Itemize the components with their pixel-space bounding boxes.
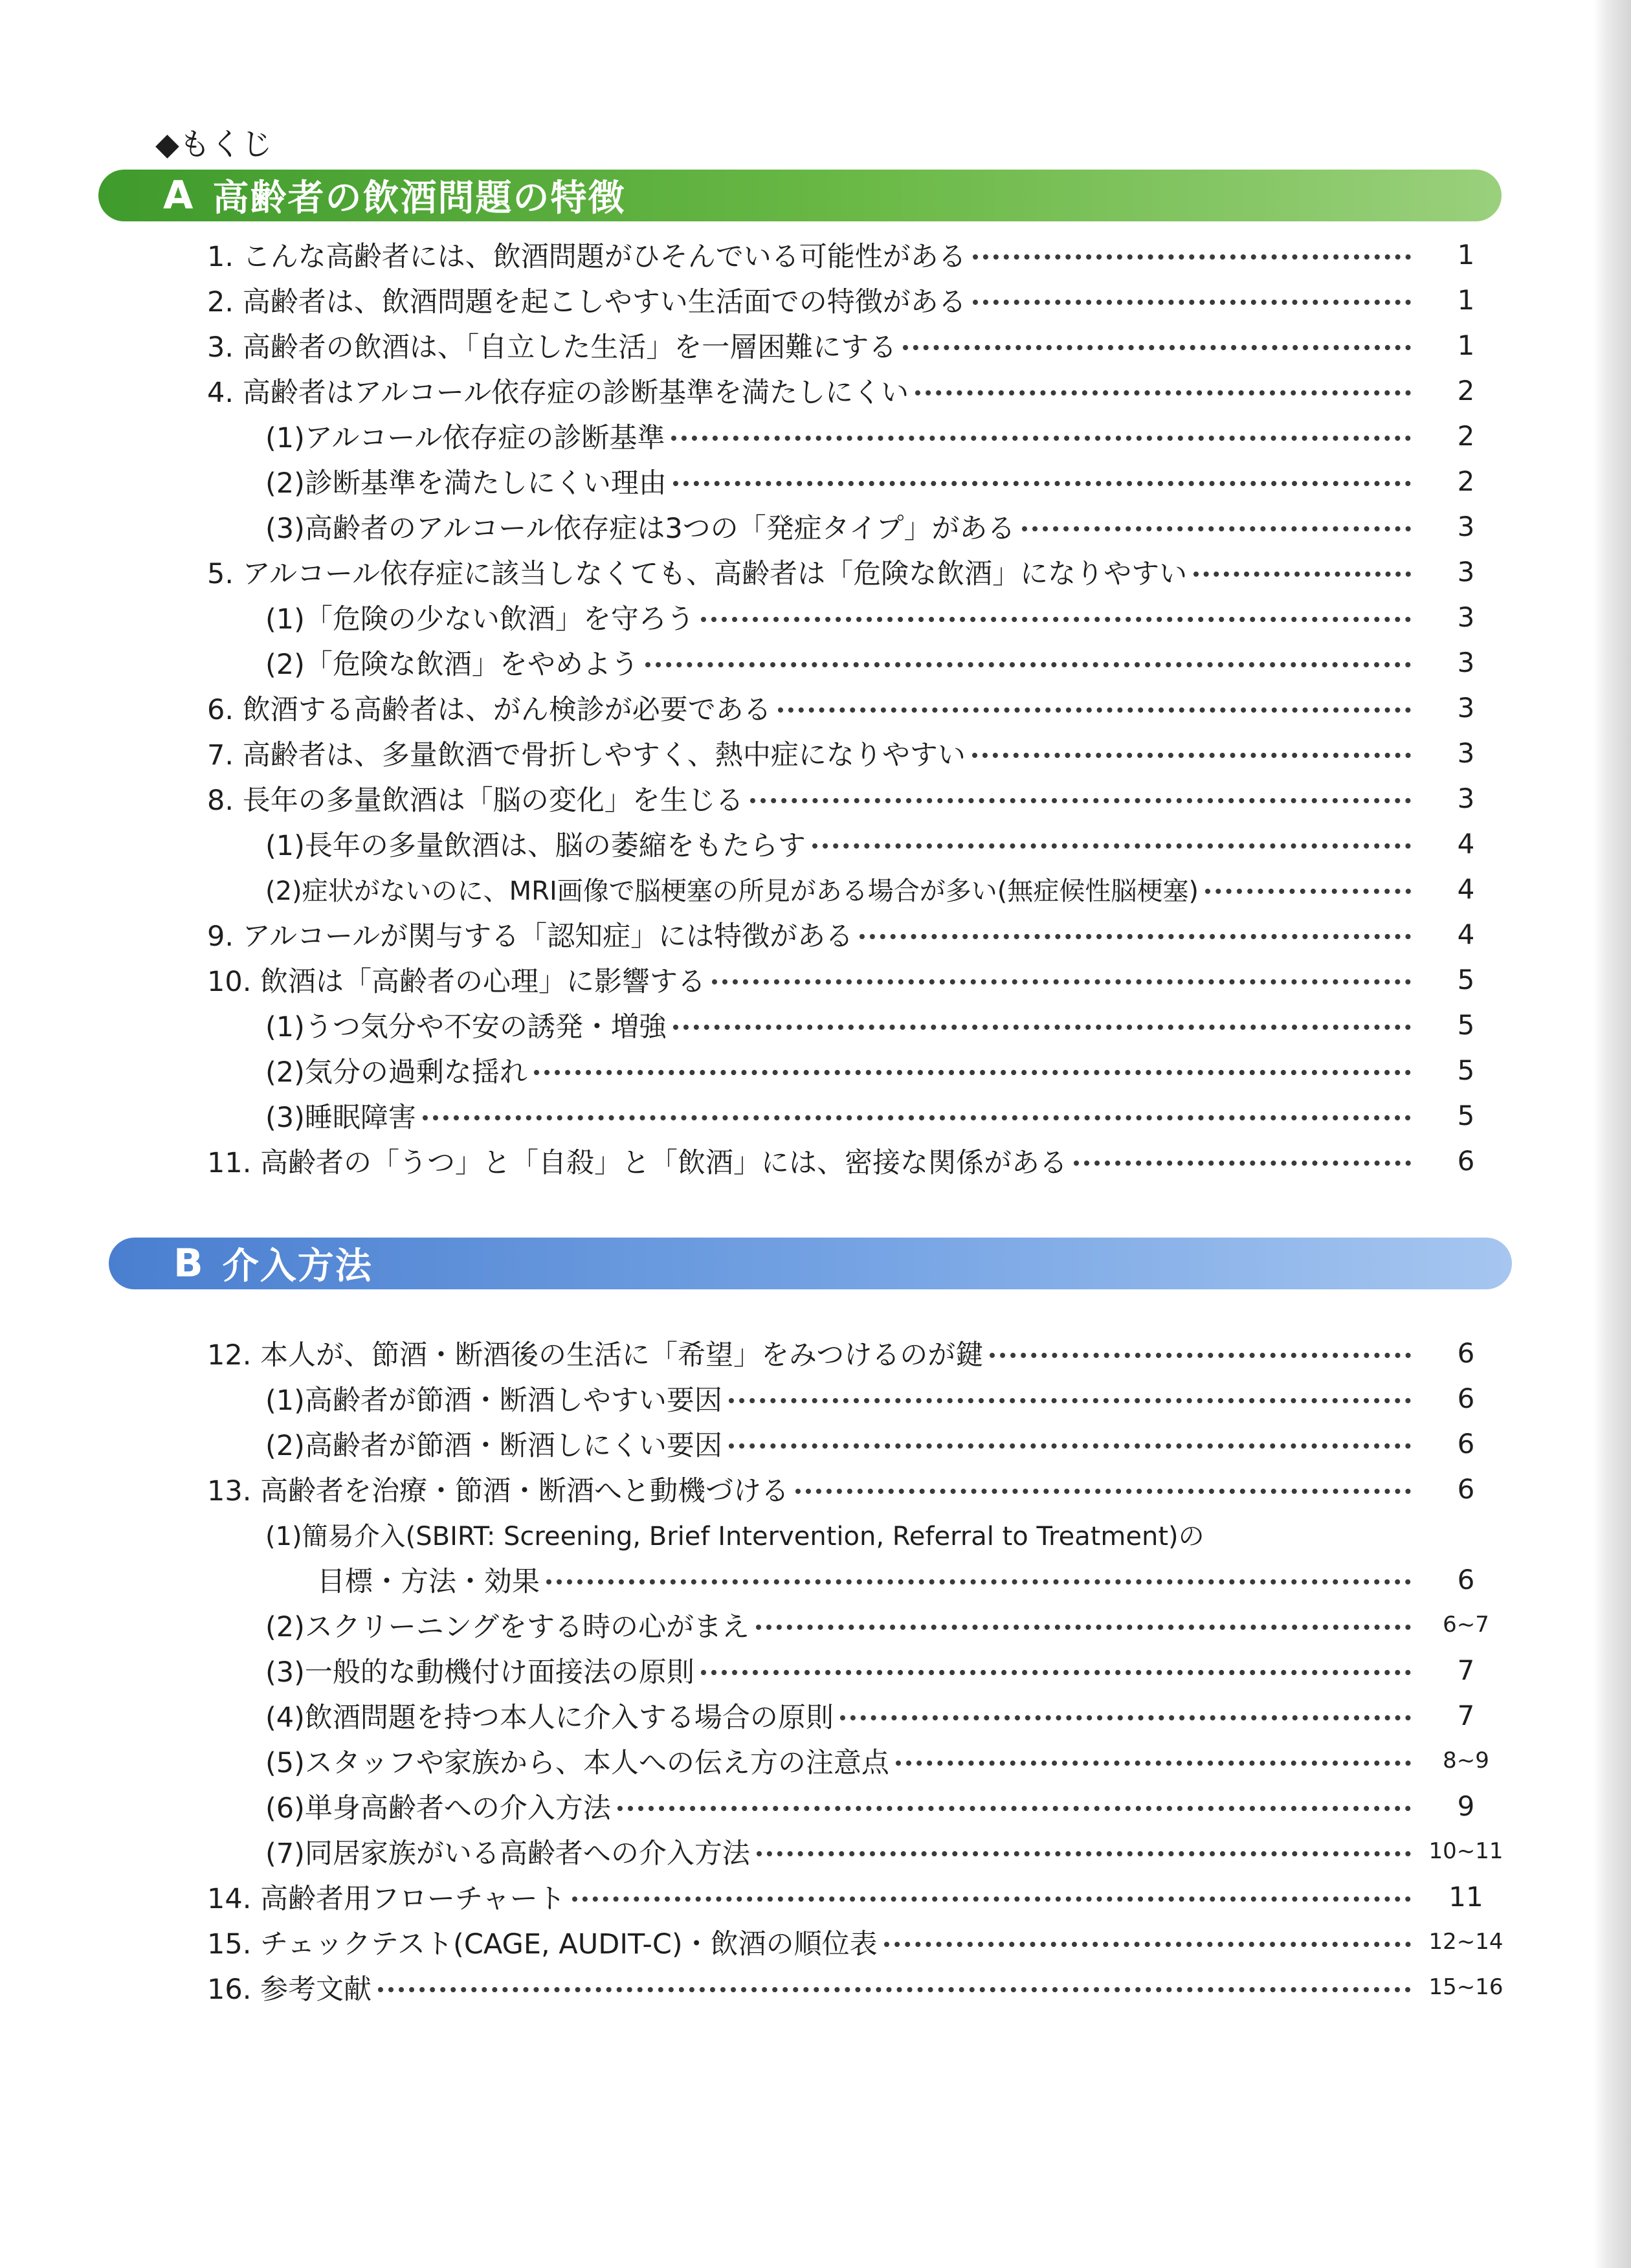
leader-dots: [1193, 572, 1411, 577]
toc-entry-page: 6: [1457, 1144, 1475, 1177]
toc-entry: [207, 1141, 1475, 1180]
leader-dots: [990, 1353, 1411, 1358]
toc-entry: [207, 733, 1475, 772]
toc-entry-page: 11: [1448, 1880, 1483, 1913]
leader-dots: [973, 300, 1411, 305]
leader-dots: [729, 1443, 1411, 1449]
toc-entry-page: 4: [1457, 827, 1475, 860]
toc-entry-page: 2: [1457, 465, 1475, 497]
toc-entry-page: 15~16: [1428, 1974, 1503, 2000]
toc-entry-page: 10~11: [1428, 1838, 1503, 1864]
toc-entry-label: 目標・方法・効果: [317, 1565, 540, 1598]
leader-dots: [757, 1851, 1411, 1856]
toc-entry: [207, 1469, 1475, 1508]
leader-dots: [645, 662, 1411, 667]
toc-entry-page: 3: [1457, 555, 1475, 588]
toc-subentry: [265, 461, 1475, 500]
toc-entry-label: (3)高齢者のアルコール依存症は3つの「発症タイプ」がある: [265, 512, 1015, 545]
toc-entry-label: (3)一般的な動機付け面接法の原則: [265, 1656, 694, 1689]
toc-entry-label: (4)飲酒問題を持つ本人に介入する場合の原則: [265, 1701, 834, 1734]
leader-dots: [701, 1670, 1411, 1675]
toc-subentry: [265, 1515, 1417, 1553]
toc-subentry: [265, 869, 1475, 908]
toc-entry-label: 11. 高齢者の「うつ」と「自殺」と「飲酒」には、密接な関係がある: [207, 1146, 1068, 1179]
toc-entry-label: 5. アルコール依存症に該当しなくても、高齢者は「危険な飲酒」になりやすい: [207, 557, 1188, 590]
toc-entry-label: (6)単身高齢者への介入方法: [265, 1792, 611, 1825]
leader-dots: [712, 979, 1411, 984]
toc-entry-page: 12~14: [1428, 1929, 1503, 1955]
toc-subentry: [265, 1379, 1475, 1418]
toc-entry: [207, 1877, 1483, 1916]
toc-entry-page: 5: [1457, 1008, 1475, 1041]
toc-subentry: [265, 1605, 1489, 1644]
toc-entry-label: 9. アルコールが関与する「認知症」には特徴がある: [207, 920, 854, 953]
toc-entry: [207, 1922, 1503, 1961]
toc-entry-label: (2)「危険な飲酒」をやめよう: [265, 648, 639, 681]
toc-entry: [207, 1333, 1475, 1372]
toc-entry-page: 5: [1457, 1054, 1475, 1086]
toc-subentry: [265, 1051, 1475, 1089]
toc-entry-label: (1)「危険の少ない飲酒」を守ろう: [265, 603, 694, 636]
toc-subentry: [265, 1651, 1475, 1689]
leader-dots: [673, 481, 1411, 486]
toc-entry-page: 4: [1457, 918, 1475, 950]
toc-subentry: [265, 597, 1475, 636]
toc-subentry: [265, 416, 1475, 455]
toc-entry-page: 6~7: [1443, 1612, 1489, 1638]
toc-entry-page: 2: [1457, 374, 1475, 406]
toc-entry-label: 8. 長年の多量飲酒は「脳の変化」を生じる: [207, 784, 744, 817]
leader-dots: [701, 617, 1411, 622]
page-edge-shadow: [1593, 0, 1631, 2268]
toc-entry: [207, 688, 1475, 727]
leader-dots: [729, 1398, 1411, 1403]
toc-entry-label: 2. 高齢者は、飲酒問題を起こしやすい生活面での特徴がある: [207, 285, 966, 318]
toc-entry-label: (1)うつ気分や不安の誘発・増強: [265, 1010, 667, 1043]
toc-entry-label: (2)高齢者が節酒・断酒しにくい要因: [265, 1429, 722, 1462]
toc-entry-label: 12. 本人が、節酒・断酒後の生活に「希望」をみつけるのが鍵: [207, 1339, 984, 1372]
leader-dots: [756, 1625, 1411, 1630]
toc-entry-label: 6. 飲酒する高齢者は、がん検診が必要である: [207, 693, 771, 726]
leader-dots: [378, 1987, 1411, 1992]
toc-entry: [207, 371, 1475, 410]
toc-entry-label: (1)長年の多量飲酒は、脳の萎縮をもたらす: [265, 829, 806, 862]
toc-subentry: [265, 643, 1475, 682]
toc-entry-label: (3)睡眠障害: [265, 1101, 416, 1134]
leader-dots: [903, 345, 1411, 350]
section-a-banner: [98, 170, 1502, 221]
toc-entry-page: 7: [1457, 1699, 1475, 1731]
toc-entry-page: 6: [1457, 1337, 1475, 1369]
toc-entry-page: 1: [1457, 329, 1475, 361]
section-a-letter: A: [163, 173, 194, 218]
toc-entry-page: 1: [1457, 284, 1475, 316]
toc-entry-page: 7: [1457, 1654, 1475, 1686]
leader-dots: [840, 1715, 1411, 1720]
leader-dots: [423, 1115, 1411, 1120]
toc-entry-label: 13. 高齢者を治療・節酒・断酒へと動機づける: [207, 1474, 790, 1507]
toc-entry-label: 14. 高齢者用フローチャート: [207, 1882, 566, 1915]
toc-entry-page: 3: [1457, 510, 1475, 542]
leader-dots: [973, 254, 1411, 260]
toc-entry-page: 2: [1457, 419, 1475, 452]
section-a-title: 高齢者の飲酒問題の特徴: [212, 177, 626, 219]
toc-entry-label: (2)症状がないのに、MRI画像で脳梗塞の所見がある場合が多い(無症候性脳梗塞): [265, 876, 1199, 906]
leader-dots: [750, 798, 1411, 803]
toc-subentry: [265, 1005, 1475, 1044]
toc-entry-page: 6: [1457, 1473, 1475, 1505]
toc-subentry: [265, 1786, 1475, 1825]
toc-entry-label: (1)アルコール依存症の診断基準: [265, 421, 665, 454]
leader-dots: [546, 1579, 1411, 1584]
toc-entry-label: 10. 飲酒は「高齢者の心理」に影響する: [207, 965, 706, 998]
toc-entry-label: 16. 参考文献: [207, 1973, 372, 2006]
leader-dots: [778, 707, 1411, 713]
toc-subentry-continued: [317, 1560, 1475, 1599]
section-b-title: 介入方法: [222, 1245, 373, 1287]
toc-entry-label: 3. 高齢者の飲酒は、「自立した生活」を一層困難にする: [207, 331, 897, 364]
toc-entry-page: 5: [1457, 1099, 1475, 1131]
toc-entry-label: (5)スタッフや家族から、本人への伝え方の注意点: [265, 1746, 889, 1779]
toc-entry-page: 8~9: [1443, 1748, 1489, 1773]
leader-dots: [1205, 889, 1411, 894]
toc-entry-label: 15. チェックテスト(CAGE, AUDIT-C)・飲酒の順位表: [207, 1928, 878, 1961]
toc-entry-label: 7. 高齢者は、多量飲酒で骨折しやすく、熱中症になりやすい: [207, 739, 966, 772]
leader-dots: [617, 1806, 1411, 1811]
leader-dots: [795, 1489, 1411, 1494]
toc-entry-page: 4: [1457, 873, 1475, 905]
toc-entry: [207, 280, 1475, 319]
toc-subentry: [265, 1096, 1475, 1135]
toc-entry-page: 6: [1457, 1563, 1475, 1595]
toc-entry-page: 3: [1457, 601, 1475, 633]
toc-entry-page: 5: [1457, 963, 1475, 995]
toc-entry-label: 1. こんな高齢者には、飲酒問題がひそんでいる可能性がある: [207, 240, 966, 273]
leader-dots: [884, 1942, 1411, 1947]
toc-entry-page: 6: [1457, 1382, 1475, 1414]
leader-dots: [673, 1025, 1411, 1030]
toc-entry-label: 4. 高齢者はアルコール依存症の診断基準を満たしにくい: [207, 376, 909, 409]
toc-entry-page: 3: [1457, 782, 1475, 814]
toc-entry: [207, 326, 1475, 364]
toc-entry: [207, 552, 1475, 591]
toc-subentry: [265, 1832, 1503, 1871]
toc-subentry: [265, 1696, 1475, 1735]
toc-subentry: [265, 824, 1475, 863]
toc-entry-label: (7)同居家族がいる高齢者への介入方法: [265, 1837, 750, 1870]
leader-dots: [812, 843, 1411, 849]
toc-entry: [207, 915, 1475, 953]
section-b-letter: B: [173, 1241, 203, 1286]
section-b-banner: [109, 1238, 1512, 1289]
leader-dots: [572, 1896, 1411, 1902]
toc-entry: [207, 1968, 1503, 2007]
toc-entry-page: 3: [1457, 691, 1475, 724]
toc-entry-label: (2)診断基準を満たしにくい理由: [265, 467, 667, 500]
toc-entry-label: (2)スクリーニングをする時の心がまえ: [265, 1610, 750, 1643]
leader-dots: [534, 1070, 1411, 1075]
leader-dots: [915, 390, 1411, 395]
toc-subentry: [265, 1424, 1475, 1463]
toc-entry-label: (1)高齢者が節酒・断酒しやすい要因: [265, 1384, 722, 1417]
toc-entry: [207, 779, 1475, 817]
toc-subentry: [265, 1741, 1489, 1780]
toc-entry-page: 3: [1457, 646, 1475, 678]
leader-dots: [860, 934, 1411, 939]
toc-entry-page: 6: [1457, 1427, 1475, 1460]
leader-dots: [671, 436, 1411, 441]
leader-dots: [1022, 526, 1411, 531]
toc-subentry: [265, 507, 1475, 546]
toc-entry-label: (1)簡易介入(SBIRT: Screening, Brief Intervention, Referral to Treatment)の: [265, 1521, 1204, 1551]
toc-entry-page: 9: [1457, 1790, 1475, 1822]
toc-entry: [207, 235, 1475, 274]
toc-entry-label: (2)気分の過剰な揺れ: [265, 1056, 527, 1089]
leader-dots: [896, 1761, 1411, 1766]
toc-entry-page: 3: [1457, 737, 1475, 769]
contents-heading: ◆もくじ: [155, 126, 272, 162]
leader-dots: [1074, 1161, 1411, 1166]
leader-dots: [972, 753, 1411, 758]
toc-entry-page: 1: [1457, 238, 1475, 271]
toc-entry: [207, 960, 1475, 999]
